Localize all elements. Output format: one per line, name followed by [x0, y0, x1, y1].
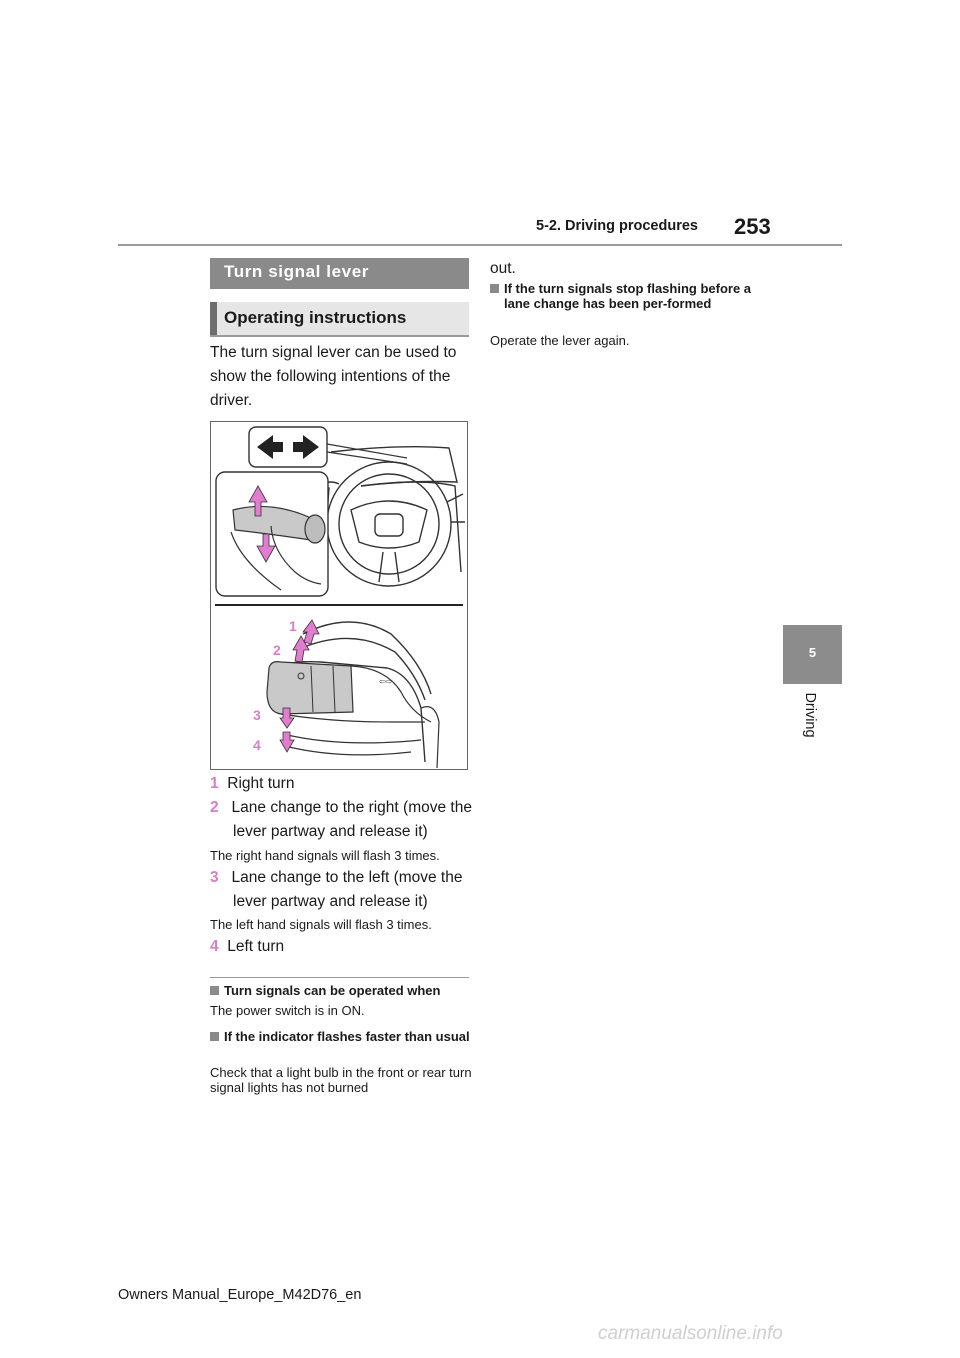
callout-1: 1 [289, 618, 297, 634]
callout-2: 2 [273, 642, 281, 658]
list-item: 2 Lane change to the right (move the lever partway and release it) [210, 799, 472, 840]
note-heading: If the indicator flashes faster than usual [210, 1029, 472, 1044]
section-divider [210, 977, 469, 978]
item-note: The left hand signals will flash 3 times. [210, 917, 432, 932]
square-bullet-icon [210, 986, 219, 995]
lever-drawing [267, 622, 439, 768]
square-bullet-icon [490, 284, 499, 293]
page-number: 253 [734, 214, 771, 239]
illustration-svg [211, 422, 467, 769]
item-note: The right hand signals will flash 3 times. [210, 848, 440, 863]
list-item: 3 Lane change to the left (move the lever partway and release it) [210, 869, 463, 910]
callout-3: 3 [253, 707, 261, 723]
list-item: 1 Right turn [210, 775, 295, 792]
footer-text: Owners Manual_Europe_M42D76_en [118, 1287, 362, 1303]
chapter-label [775, 693, 845, 753]
chapter-number: 5 [808, 645, 817, 660]
watermark: carmanualsonline.info [598, 1323, 783, 1344]
intro-text: The turn signal lever can be used to show the following intentions of the driver. [210, 344, 457, 409]
arrow-1-icon [303, 620, 319, 644]
sub-heading: Operating instructions [210, 302, 469, 337]
continued-text: out. [490, 260, 516, 277]
arrow-4-icon [280, 732, 294, 752]
main-heading: Turn signal lever [210, 258, 469, 289]
note-heading: Turn signals can be operated when [210, 983, 472, 998]
section-title: 5-2. Driving procedures [536, 218, 698, 234]
header-rule [118, 244, 842, 246]
note-heading: If the turn signals stop flashing before a lane change has been per-formed [490, 281, 760, 311]
note-body: Check that a light bulb in the front or rear turn signal lights has not burned [210, 1065, 472, 1095]
turn-signal-illustration [210, 421, 468, 770]
square-bullet-icon [210, 1032, 219, 1041]
chapter-title: Driving [802, 692, 818, 738]
hand-inset [216, 472, 328, 596]
list-item: 4 Left turn [210, 938, 285, 955]
chapter-tab[interactable] [783, 625, 842, 684]
sub-heading-bar [210, 302, 217, 335]
note-body: Operate the lever again. [490, 333, 630, 348]
callout-4: 4 [253, 737, 261, 753]
svg-text:⇦⇨: ⇦⇨ [379, 677, 393, 686]
note-body: The power switch is in ON. [210, 1003, 365, 1018]
